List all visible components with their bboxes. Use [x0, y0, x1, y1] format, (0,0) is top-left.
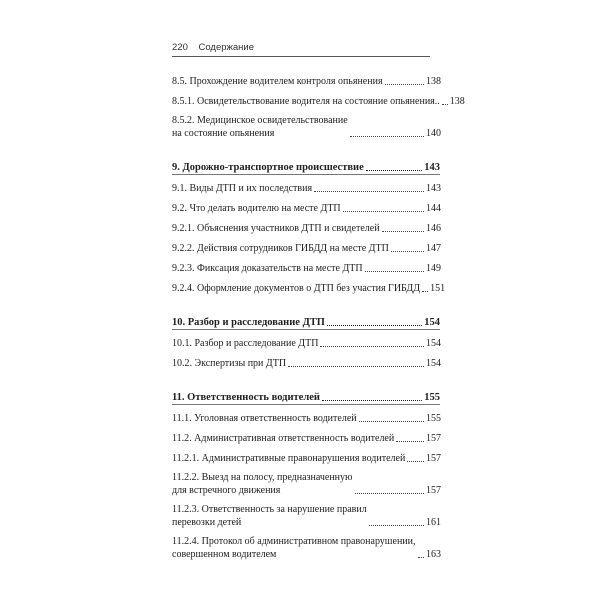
toc-entry-label: [172, 114, 348, 140]
dot-leader: [322, 400, 422, 401]
toc-entry[interactable]: [172, 529, 440, 561]
toc-entry-page: 143: [426, 183, 441, 194]
toc-entry-page: 138: [426, 76, 441, 87]
toc-entry[interactable]: [172, 350, 440, 370]
toc-chapter-page: 155: [424, 392, 440, 403]
toc-entry[interactable]: [172, 275, 446, 295]
dot-leader: [288, 366, 424, 367]
toc-entry-label: 9.2. Что делать водителю на месте ДТП: [172, 203, 341, 214]
toc-entry[interactable]: [172, 215, 440, 235]
toc-entry-label: 8.5. Прохождение водителем контроля опьянения: [172, 76, 383, 87]
toc-entry[interactable]: [172, 465, 440, 497]
toc-entry-label: 9.2.3. Фиксация доказательств на месте ДТП: [172, 263, 363, 274]
toc-chapter-label: 11. Ответственность водителей: [172, 392, 320, 403]
toc-chapter[interactable]: [172, 386, 440, 405]
dot-leader: [422, 291, 428, 292]
table-of-contents: [172, 68, 465, 561]
dot-leader: [350, 136, 424, 137]
running-title: Содержание: [198, 42, 255, 53]
toc-entry-page: 144: [426, 203, 441, 214]
toc-entry-label: 11.2. Административная ответственность водителей: [172, 433, 395, 444]
toc-entry-label: 9.2.4. Оформление документов о ДТП без участия ГИБДД: [172, 283, 421, 294]
toc-entry-label: 11.1. Уголовная ответственность водителей: [172, 413, 357, 424]
toc-entry[interactable]: [172, 405, 440, 425]
toc-entry-label-line: на состояние опьянения: [172, 128, 275, 139]
toc-chapter-page: 154: [424, 317, 440, 328]
toc-entry-page: 154: [426, 338, 441, 349]
toc-entry-page: 147: [426, 243, 441, 254]
toc-chapter-page: 143: [424, 162, 440, 173]
toc-entry-label: [172, 503, 367, 529]
toc-entry-label: 9.2.2. Действия сотрудников ГИБДД на месте ДТП: [172, 243, 389, 254]
dot-leader: [382, 231, 424, 232]
dot-leader: [320, 346, 424, 347]
dot-leader: [442, 104, 448, 105]
toc-entry-page: 151: [430, 283, 446, 294]
toc-entry[interactable]: [172, 425, 440, 445]
dot-leader: [418, 557, 424, 558]
toc-chapter[interactable]: [172, 156, 440, 175]
dot-leader: [391, 251, 424, 252]
dot-leader: [359, 421, 424, 422]
dot-leader: [366, 170, 422, 171]
dot-leader: [343, 211, 424, 212]
toc-entry-page: 140: [426, 128, 441, 139]
toc-entry-page: 157: [426, 433, 441, 444]
toc-entry-label: 10.1. Разбор и расследование ДТП: [172, 338, 319, 349]
toc-entry[interactable]: [172, 235, 440, 255]
dot-leader: [369, 525, 424, 526]
dot-leader: [327, 325, 422, 326]
toc-entry[interactable]: [172, 497, 440, 529]
toc-entry-label-line: перевозки детей: [172, 517, 242, 528]
toc-entry-label-line: совершенном водителем: [172, 549, 277, 560]
dot-leader: [314, 191, 424, 192]
dot-leader: [355, 493, 424, 494]
toc-entry-page: 163: [426, 549, 441, 560]
toc-entry[interactable]: [172, 445, 440, 465]
dot-leader: [385, 84, 424, 85]
toc-entry-page: 157: [426, 453, 441, 464]
toc-entry-page: 149: [426, 263, 441, 274]
toc-entry-label: 10.2. Экспертизы при ДТП: [172, 358, 287, 369]
toc-entry-page: 154: [426, 358, 441, 369]
toc-entry[interactable]: [172, 330, 440, 350]
toc-entry-page: 138: [449, 96, 465, 107]
toc-entry-label: 9.1. Виды ДТП и их последствия: [172, 183, 313, 194]
toc-entry-page: 155: [426, 413, 441, 424]
toc-entry[interactable]: [172, 108, 440, 140]
toc-entry[interactable]: [172, 68, 440, 88]
toc-entry[interactable]: [172, 195, 440, 215]
toc-entry-label-line: 11.2.4. Протокол об административном правонарушении,: [172, 536, 416, 547]
toc-entry-page: 157: [426, 485, 441, 496]
toc-entry-label-line: для встречного движения: [172, 485, 281, 496]
toc-entry-label-line: 11.2.3. Ответственность за нарушение правил: [172, 504, 367, 515]
toc-entry-label: 8.5.1. Освидетельствование водителя на состояние опьянения..: [172, 96, 440, 107]
dot-leader: [365, 271, 424, 272]
toc-entry[interactable]: [172, 255, 440, 275]
page-number: 220: [172, 42, 188, 53]
toc-chapter-label: 10. Разбор и расследование ДТП: [172, 317, 325, 328]
page-header: [172, 42, 430, 57]
toc-entry-label: [172, 535, 416, 561]
toc-entry-page: 161: [426, 517, 441, 528]
dot-leader: [407, 461, 424, 462]
toc-entry-label: 11.2.1. Административные правонарушения водителей: [172, 453, 406, 464]
toc-entry-label-line: 8.5.2. Медицинское освидетельствование: [172, 115, 348, 126]
toc-entry-label: 9.2.1. Объяснения участников ДТП и свидетелей: [172, 223, 380, 234]
toc-entry-label: [172, 471, 353, 497]
toc-entry[interactable]: [172, 88, 465, 108]
toc-entry[interactable]: [172, 175, 440, 195]
toc-entry-page: 146: [426, 223, 441, 234]
dot-leader: [396, 441, 424, 442]
toc-chapter-label: 9. Дорожно-транспортное происшествие: [172, 162, 364, 173]
toc-entry-label-line: 11.2.2. Выезд на полосу, предназначенную: [172, 472, 353, 483]
toc-chapter[interactable]: [172, 311, 440, 330]
